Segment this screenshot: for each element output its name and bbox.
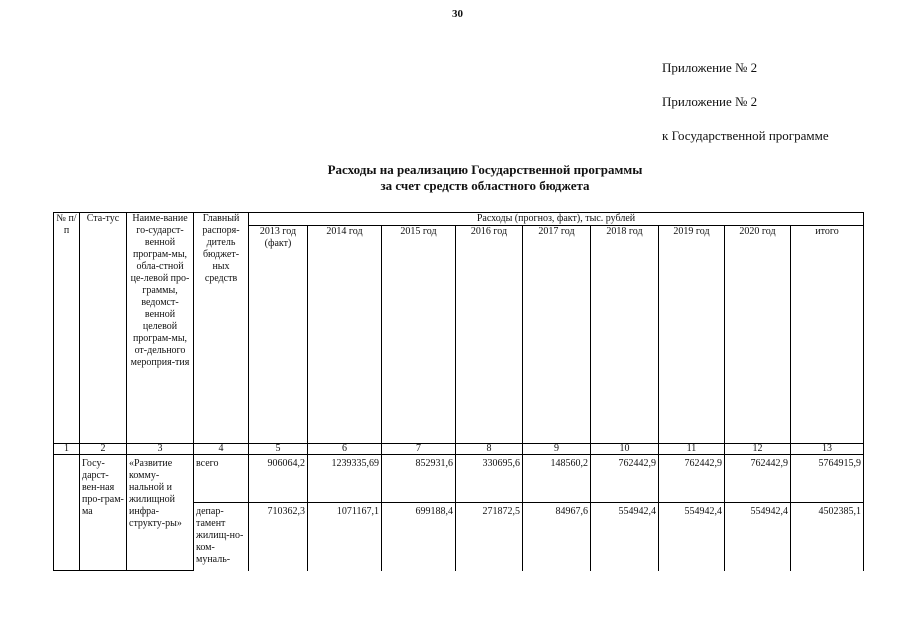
header-name: Наиме-вание го-сударст-венной програм-мы, обла-стной це-левой про-граммы, ведомст-венной целевой програм-мы, от-дельного мероприя-тия <box>127 213 194 444</box>
row-number-cell <box>54 455 80 571</box>
column-number: 12 <box>725 444 791 455</box>
column-number: 2 <box>80 444 127 455</box>
value-cell: 852931,6 <box>382 455 456 503</box>
appendix-reference: к Государственной программе <box>662 128 829 143</box>
row-status-cell: Госу-дарст-вен-ная про-грам-ма <box>80 455 127 571</box>
expenses-table <box>53 212 864 571</box>
header-year: 2019 год <box>659 226 725 444</box>
header-total: итого <box>791 226 864 444</box>
column-number: 7 <box>382 444 456 455</box>
header-year: 2020 год <box>725 226 791 444</box>
column-number: 6 <box>308 444 382 455</box>
column-number: 9 <box>523 444 591 455</box>
page-number: 30 <box>452 8 463 20</box>
header-year: 2016 год <box>456 226 523 444</box>
column-number: 11 <box>659 444 725 455</box>
header-status: Ста-тус <box>80 213 127 444</box>
header-year: 2014 год <box>308 226 382 444</box>
column-number-row <box>54 444 864 455</box>
column-number: 4 <box>194 444 249 455</box>
title-line-2: за счет средств областного бюджета <box>380 178 590 193</box>
column-number: 8 <box>456 444 523 455</box>
value-cell: 906064,2 <box>249 455 308 503</box>
value-cell: 762442,9 <box>659 455 725 503</box>
appendix-label-repeat: Приложение № 2 <box>662 94 758 109</box>
header-year: 2013 год (факт) <box>249 226 308 444</box>
column-number: 3 <box>127 444 194 455</box>
header-no: № п/п <box>54 213 80 444</box>
header-main-manager: Главный распоря-дитель бюджет-ных средств <box>194 213 249 444</box>
value-cell: 554942,4 <box>659 503 725 571</box>
table-row <box>54 455 864 503</box>
value-cell: 699188,4 <box>382 503 456 571</box>
header-year: 2018 год <box>591 226 659 444</box>
column-number: 1 <box>54 444 80 455</box>
title-line-1: Расходы на реализацию Государственной программы <box>327 162 643 177</box>
header-row-group <box>54 213 864 226</box>
value-cell: 5764915,9 <box>791 455 864 503</box>
value-cell: 271872,5 <box>456 503 523 571</box>
column-number: 5 <box>249 444 308 455</box>
appendix-label: Приложение № 2 <box>662 60 758 75</box>
row-manager-cell: всего <box>194 455 249 503</box>
header-expenses: Расходы (прогноз, факт), тыс. рублей <box>249 213 864 226</box>
document-title <box>120 162 850 194</box>
value-cell: 762442,9 <box>725 455 791 503</box>
value-cell: 710362,3 <box>249 503 308 571</box>
value-cell: 4502385,1 <box>791 503 864 571</box>
value-cell: 1071167,1 <box>308 503 382 571</box>
header-year: 2015 год <box>382 226 456 444</box>
header-year: 2017 год <box>523 226 591 444</box>
value-cell: 554942,4 <box>725 503 791 571</box>
column-number: 13 <box>791 444 864 455</box>
row-manager-cell: депар-тамент жилищ-но-ком-муналь- <box>194 503 249 571</box>
value-cell: 330695,6 <box>456 455 523 503</box>
value-cell: 148560,2 <box>523 455 591 503</box>
value-cell: 84967,6 <box>523 503 591 571</box>
value-cell: 1239335,69 <box>308 455 382 503</box>
row-name-cell: «Развитие комму-нальной и жилищной инфра-структу-ры» <box>127 455 194 571</box>
value-cell: 554942,4 <box>591 503 659 571</box>
value-cell: 762442,9 <box>591 455 659 503</box>
column-number: 10 <box>591 444 659 455</box>
